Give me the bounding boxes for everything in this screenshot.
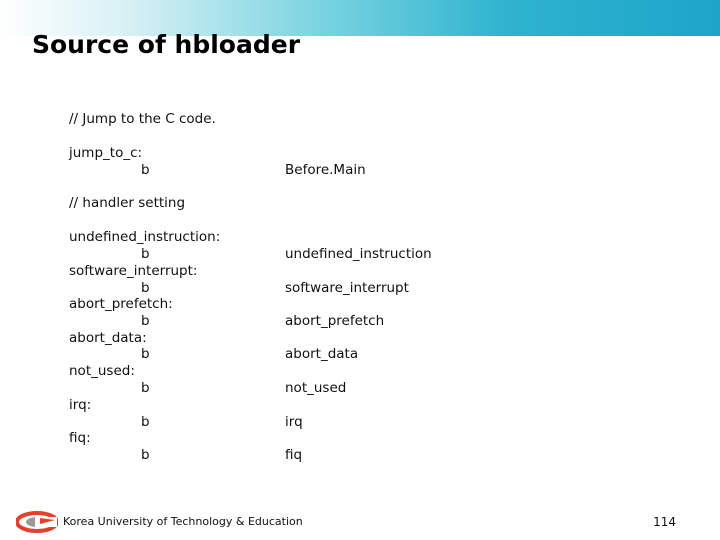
handler-label-undefined-instruction: undefined_instruction: [69, 229, 221, 245]
handler-label-fiq: fiq: [69, 430, 91, 446]
handler-instruction-undefined-instruction: b [141, 246, 150, 262]
handler-instruction-abort-data: b [141, 346, 150, 362]
jump-to-c-label: jump_to_c: [69, 145, 143, 161]
handler-instruction-abort-prefetch: b [141, 313, 150, 329]
handler-label-abort-data: abort_data: [69, 330, 147, 346]
handler-target-abort-prefetch: abort_prefetch [285, 313, 385, 329]
page-number: 114 [653, 515, 676, 529]
handler-label-abort-prefetch: abort_prefetch: [69, 296, 173, 312]
handler-instruction-not-used: b [141, 380, 150, 396]
handler-target-undefined-instruction: undefined_instruction [285, 246, 432, 262]
handler-instruction-software-interrupt: b [141, 280, 150, 296]
handler-label-software-interrupt: software_interrupt: [69, 263, 198, 279]
handler-target-abort-data: abort_data [285, 346, 359, 362]
handler-target-not-used: not_used [285, 380, 347, 396]
handler-target-irq: irq [285, 414, 303, 430]
comment-jump-to-c: // Jump to the C code. [69, 111, 216, 127]
university-logo-icon [16, 511, 58, 533]
handler-target-software-interrupt: software_interrupt [285, 280, 409, 296]
handler-label-not-used: not_used: [69, 363, 135, 379]
jump-branch-instruction: b [141, 162, 150, 178]
jump-branch-target: Before.Main [285, 162, 366, 178]
slide-title: Source of hbloader [32, 30, 301, 59]
handler-instruction-fiq: b [141, 447, 150, 463]
handler-label-irq: irq: [69, 397, 92, 413]
handler-target-fiq: fiq [285, 447, 303, 463]
footer-institution: Korea University of Technology & Education [63, 515, 303, 528]
comment-handler-setting: // handler setting [69, 195, 186, 211]
handler-instruction-irq: b [141, 414, 150, 430]
